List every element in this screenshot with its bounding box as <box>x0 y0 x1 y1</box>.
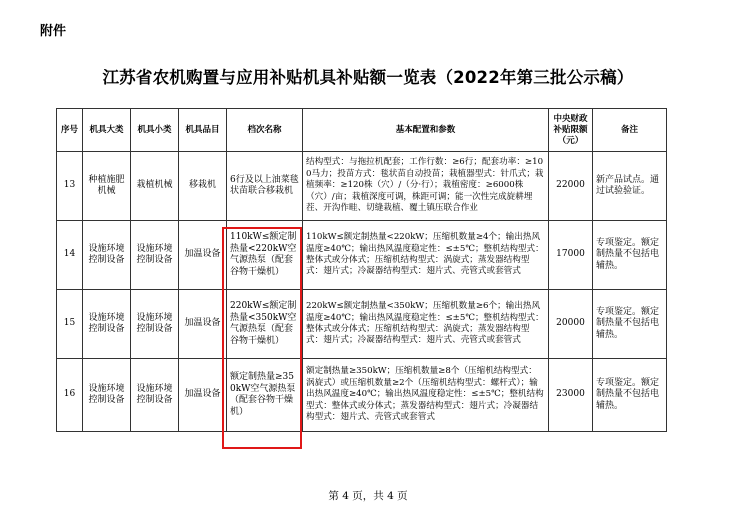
table-row <box>57 359 667 432</box>
table-header-row <box>57 109 667 152</box>
cell-no: 14 <box>57 221 83 290</box>
table-row <box>57 152 667 221</box>
page-footer: 第 4 页，共 4 页 <box>328 490 408 502</box>
cell-item: 移栽机 <box>179 152 227 221</box>
cell-no: 15 <box>57 290 83 359</box>
cell-category: 种植施肥机械 <box>83 152 131 221</box>
header-no: 序号 <box>57 109 83 152</box>
cell-no: 13 <box>57 152 83 221</box>
cell-no: 16 <box>57 359 83 432</box>
cell-subsidy: 17000 <box>549 221 593 290</box>
cell-subcategory: 设施环境控制设备 <box>131 359 179 432</box>
cell-note: 专项鉴定。额定制热量不包括电辅热。 <box>593 359 667 432</box>
header-note: 备注 <box>593 109 667 152</box>
header-subsidy: 中央财政补贴限额（元） <box>549 109 593 152</box>
cell-category: 设施环境控制设备 <box>83 359 131 432</box>
cell-category: 设施环境控制设备 <box>83 290 131 359</box>
cell-subcategory: 设施环境控制设备 <box>131 221 179 290</box>
attachment-label: 附件 <box>40 24 67 39</box>
cell-item: 加温设备 <box>179 290 227 359</box>
header-category: 机具大类 <box>83 109 131 152</box>
cell-subcategory: 设施环境控制设备 <box>131 290 179 359</box>
table-row <box>57 221 667 290</box>
header-item: 机具品目 <box>179 109 227 152</box>
cell-params: 结构型式：与拖拉机配套；工作行数：≥6行；配套功率：≥100马力；投苗方式：毯状苗自动投苗；栽植器型式：针爪式；栽植频率：≥120株（穴）/（分·行）；栽植密度：≥6000株（穴）/亩；栽植深度可调，株距可调；能一次性完成旋耕埋茬、开沟作畦、切缝栽植、覆土镇压联合作业 <box>303 152 549 221</box>
cell-item: 加温设备 <box>179 359 227 432</box>
subsidy-table <box>56 108 667 432</box>
header-subcategory: 机具小类 <box>131 109 179 152</box>
cell-subsidy: 22000 <box>549 152 593 221</box>
cell-grade: 6行及以上油菜毯状苗联合移栽机 <box>227 152 303 221</box>
table-row <box>57 290 667 359</box>
cell-subcategory: 栽植机械 <box>131 152 179 221</box>
cell-subsidy: 20000 <box>549 290 593 359</box>
cell-grade: 额定制热量≥350kW空气源热泵（配套谷物干燥机） <box>227 359 303 432</box>
cell-params: 220kW≤额定制热量<350kW；压缩机数量≥6个；输出热风温度≥40℃；输出热风温度稳定性：≤±5℃；整机结构型式：整体式或分体式；压缩机结构型式：涡旋式；蒸发器结构型式：翅片式；冷凝器结构型式：翅片式、壳管式或套管式 <box>303 290 549 359</box>
header-grade: 档次名称 <box>227 109 303 152</box>
cell-params: 110kW≤额定制热量<220kW；压缩机数量≥4个；输出热风温度≥40℃；输出热风温度稳定性：≤±5℃；整机结构型式：整体式或分体式；压缩机结构型式：涡旋式；蒸发器结构型式：翅片式；冷凝器结构型式：翅片式、壳管式或套管式 <box>303 221 549 290</box>
cell-category: 设施环境控制设备 <box>83 221 131 290</box>
cell-note: 专项鉴定。额定制热量不包括电辅热。 <box>593 221 667 290</box>
header-params: 基本配置和参数 <box>303 109 549 152</box>
cell-item: 加温设备 <box>179 221 227 290</box>
cell-grade: 110kW≤额定制热量<220kW空气源热泵（配套谷物干燥机） <box>227 221 303 290</box>
cell-note: 专项鉴定。额定制热量不包括电辅热。 <box>593 290 667 359</box>
cell-params: 额定制热量≥350kW；压缩机数量≥8个（压缩机结构型式：涡旋式）或压缩机数量≥2个（压缩机结构型式：螺杆式）；输出热风温度≥40℃；输出热风温度稳定性：≤±5℃；整机结构型式：整体式或分体式；蒸发器结构型式：翅片式；冷凝器结构型式：翅片式、壳管式或套管式 <box>303 359 549 432</box>
document-title: 江苏省农机购置与应用补贴机具补贴额一览表（2022年第三批公示稿） <box>102 68 634 87</box>
cell-subsidy: 23000 <box>549 359 593 432</box>
cell-note: 新产品试点。通过试验验证。 <box>593 152 667 221</box>
cell-grade: 220kW≤额定制热量<350kW空气源热泵（配套谷物干燥机） <box>227 290 303 359</box>
